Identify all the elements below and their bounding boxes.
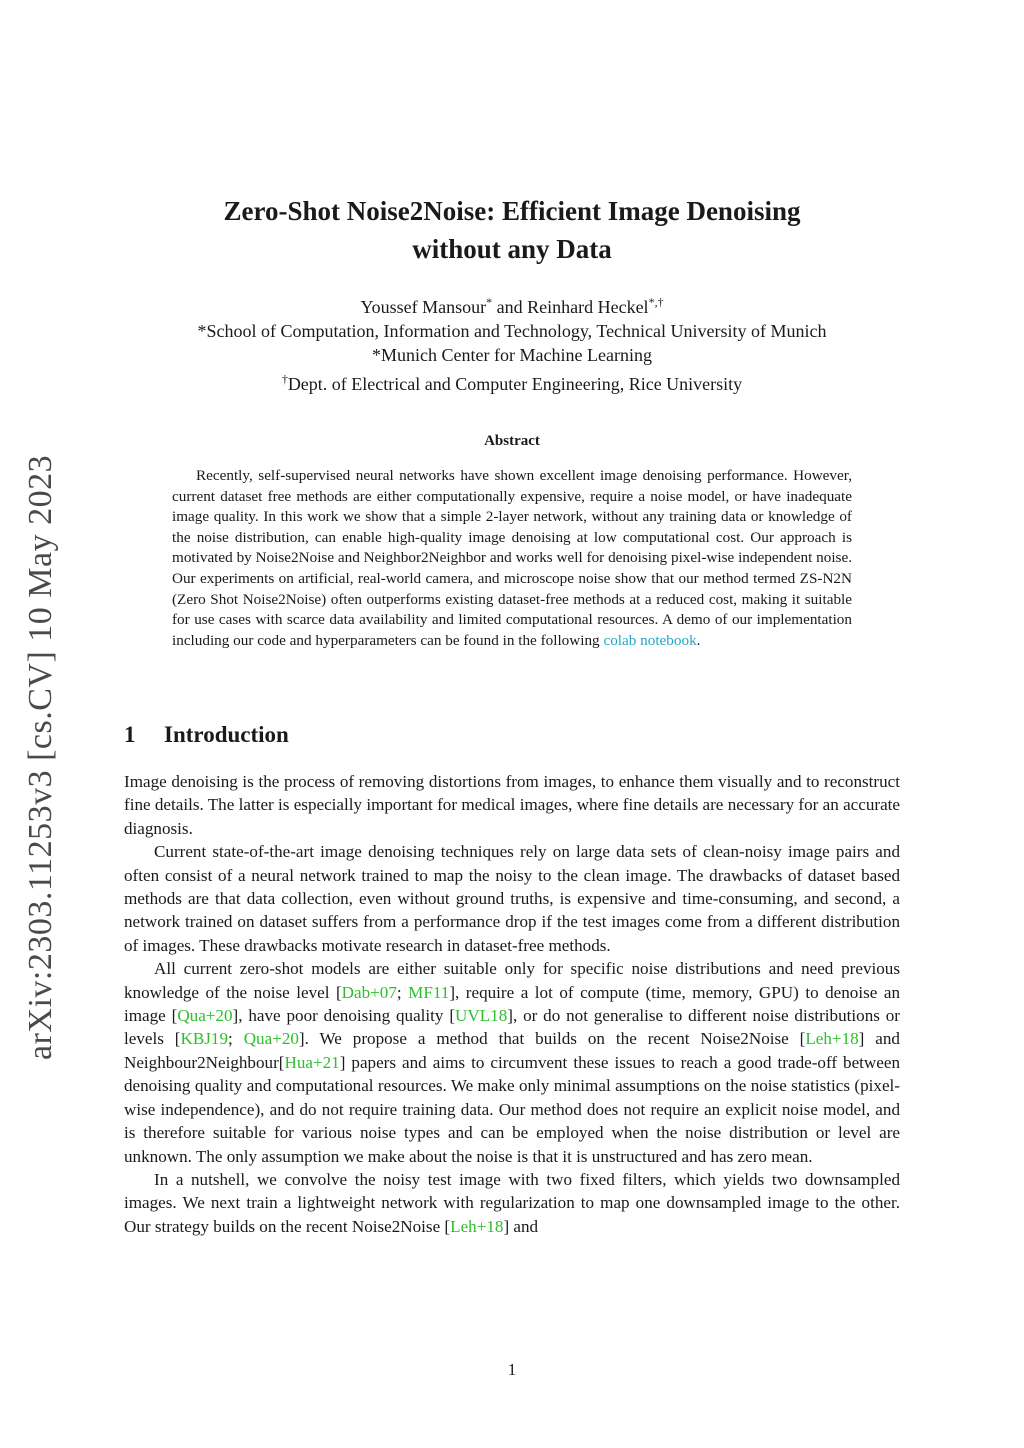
p3-text-4: ], have poor denoising quality [ [232, 1006, 456, 1026]
section-heading-introduction [124, 722, 289, 748]
citation-leh18[interactable]: Leh+18 [805, 1029, 859, 1049]
paragraph-2: Current state-of-the-art image denoising techniques rely on large data sets of clean-noisy image pairs and often consist of a neural network trained to map the noisy to the clean image. The drawbacks of dataset based methods are that data collection, even without ground truths, is expensive and time-consuming, and second, a network trained on dataset suffers from a performance drop if the test images come from a different distribution of images. These drawbacks motivate research in dataset-free methods. [124, 842, 900, 955]
p4-text-2: ] and [503, 1216, 539, 1236]
abstract-heading: Abstract [484, 433, 540, 449]
affiliation-3-text: Dept. of Electrical and Computer Engineering, Rice University [287, 374, 743, 394]
paper-title [124, 192, 900, 268]
section-title: Introduction [164, 722, 289, 747]
p3-text-7: ]. We propose a method that builds on the recent Noise2Noise [ [298, 1029, 806, 1049]
citation-kbj19[interactable]: KBJ19 [180, 1029, 229, 1049]
author-names [124, 290, 900, 319]
p3-text-1: All current zero-shot models are either suitable only for specific noise distributions and need previous knowledge of the noise level [ [124, 959, 900, 1002]
p3-text-8: ] and Neighbour2Neighbour[ [124, 1029, 900, 1072]
author-2: and Reinhard Heckel [492, 297, 649, 317]
author-1: Youssef Mansour [360, 297, 487, 317]
citation-uvl18[interactable]: UVL18 [455, 1006, 508, 1026]
page-number: 1 [507, 1360, 517, 1379]
arxiv-identifier: arXiv:2303.11253v3 [cs.CV] 10 May 2023 [22, 454, 59, 1060]
title-line-2: without any Data [412, 234, 612, 264]
p3-text-5: ], or do not generalise to different noise distributions or levels [ [124, 1006, 900, 1049]
p3-text-3: ], require a lot of compute (time, memory, GPU) to denoise an image [ [124, 982, 900, 1026]
paragraph-3 [124, 957, 900, 1168]
affiliation-2: *Munich Center for Machine Learning [372, 345, 652, 365]
author-1-mark: * [486, 295, 493, 309]
affiliation-3 [124, 367, 900, 396]
colab-notebook-link[interactable]: colab notebook [603, 631, 697, 649]
citation-qua20[interactable]: Qua+20 [177, 1006, 233, 1026]
abstract-text [172, 466, 852, 651]
section-number: 1 [124, 722, 136, 747]
affiliation-1: *School of Computation, Information and Technology, Technical University of Munich [197, 321, 827, 341]
citation-mf11[interactable]: MF11 [408, 982, 450, 1002]
abstract-body: Recently, self-supervised neural networks have shown excellent image denoising performance. However, current dataset free methods are either computationally expensive, require a noise model, or have inadequate image quality. In this work we show that a simple 2-layer network, without any training data or knowledge of the noise distribution, can enable high-quality image denoising at low computational cost. Our approach is motivated by Noise2Noise and Neighbor2Neighbor and works well for denoising pixel-wise independent noise. Our experiments on artificial, real-world camera, and microscope noise show that our method termed ZS-N2N (Zero Shot Noise2Noise) often outperforms existing dataset-free methods at a reduced cost, making it suitable for use cases with scarce data availability and limited computational resources. A demo of our implementation including our code and hyperparameters can be found in the following [172, 467, 852, 649]
affiliation-3-mark: † [281, 372, 288, 386]
citation-qua20-b[interactable]: Qua+20 [243, 1029, 299, 1049]
title-line-1: Zero-Shot Noise2Noise: Efficient Image Denoising [223, 196, 801, 226]
p4-text-1: In a nutshell, we convolve the noisy test image with two fixed filters, which yields two downsampled images. We next train a lightweight network with regularization to map one downsampled image to the other. Our strategy builds on the recent Noise2Noise [ [124, 1169, 900, 1236]
p3-text-9: ] papers and aims to circumvent these issues to reach a good trade-off between denoising quality and computational resources. We make only minimal assumptions on the noise statistics (pixel-wise independence), and do not require training data. Our method does not require an explicit noise model, and is therefore suitable for various noise types and can be employed when the noise distribution or level are unknown. The only assumption we make about the noise is that it is unstructured and has zero mean. [124, 1052, 900, 1166]
citation-leh18-b[interactable]: Leh+18 [450, 1216, 504, 1236]
author-block [124, 290, 900, 396]
paragraph-1: Image denoising is the process of removing distortions from images, to enhance them visually and to reconstruct fine details. The latter is especially important for medical images, where fine details are necessary for an accurate diagnosis. [124, 772, 900, 838]
p3-text-6: ; [228, 1029, 244, 1049]
citation-dab07[interactable]: Dab+07 [341, 982, 397, 1002]
author-2-marks: *,† [648, 295, 664, 309]
citation-hua21[interactable]: Hua+21 [284, 1052, 340, 1072]
introduction-body [124, 770, 900, 1238]
p3-text-2: ; [396, 982, 409, 1002]
paragraph-4 [124, 1168, 900, 1238]
abstract-end: . [696, 631, 701, 649]
